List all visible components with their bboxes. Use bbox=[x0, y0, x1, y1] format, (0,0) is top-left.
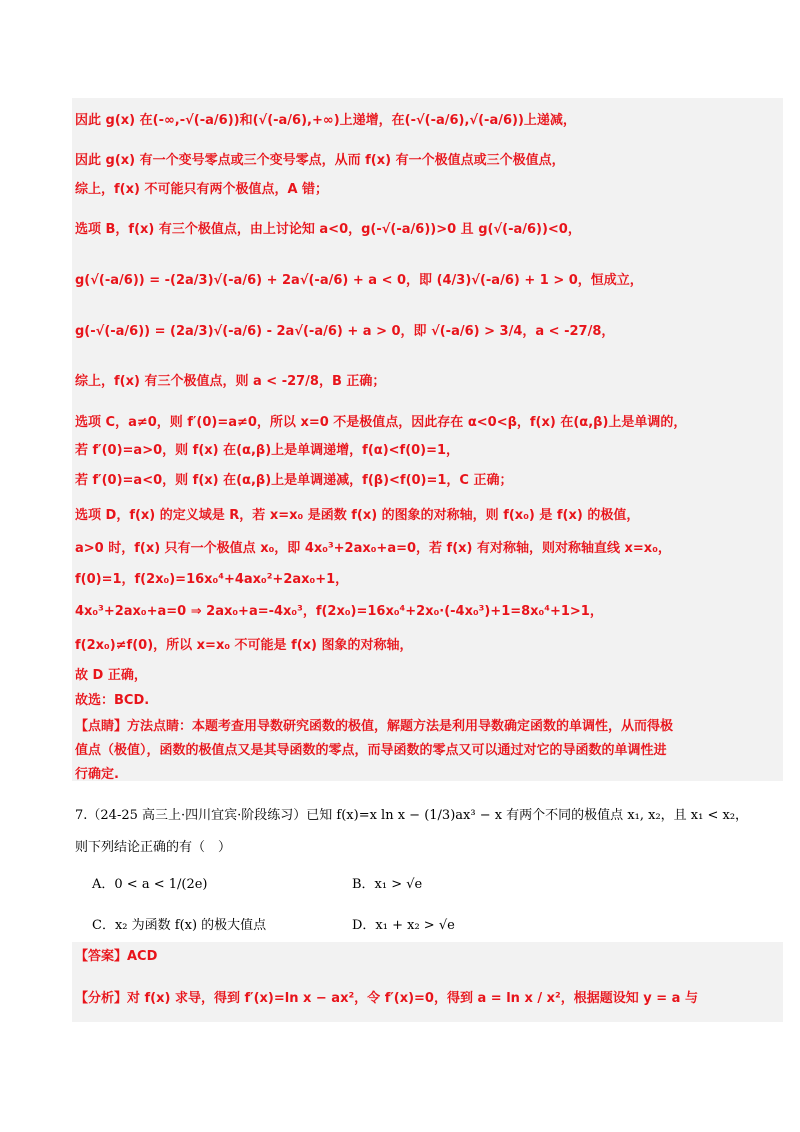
solution-line-12: a>0 时，f(x) 只有一个极值点 x₀，即 4x₀³+2ax₀+a=0，若 f(x) 有对称轴，则对称轴直线 x=x₀， bbox=[75, 541, 671, 556]
solution-line-15: f(2x₀)≠f(0)，所以 x=x₀ 不可能是 f(x) 图象的对称轴， bbox=[75, 638, 413, 653]
question-stem-2: 则下列结论正确的有（ ） bbox=[75, 840, 232, 855]
solution-line-7: 综上，f(x) 有三个极值点，则 a < -27/8，B 正确； bbox=[75, 374, 386, 389]
option-c: C．x₂ 为函数 f(x) 的极大值点 bbox=[92, 918, 267, 933]
key-point-line-1: 【点睛】方法点睛：本题考查用导数研究函数的极值，解题方法是利用导数确定函数的单调性，从而得极 bbox=[75, 719, 674, 734]
solution-line-2: 因此 g(x) 有一个变号零点或三个变号零点，从而 f(x) 有一个极值点或三个极值点， bbox=[75, 153, 565, 168]
analysis-line: 【分析】对 f(x) 求导，得到 f′(x)=ln x − ax²，令 f′(x)=0，得到 a = ln x / x²，根据题设知 y = a 与 bbox=[75, 991, 698, 1006]
key-point-line-3: 行确定. bbox=[75, 767, 119, 782]
key-point-line-2: 值点（极值），函数的极值点又是其导函数的零点，而导函数的零点又可以通过对它的导函数的单调性进 bbox=[75, 743, 667, 758]
solution-line-6: g(-√(-a/6)) = (2a/3)√(-a/6) - 2a√(-a/6) + a > 0，即 √(-a/6) > 3/4，a < -27/8， bbox=[75, 324, 615, 339]
solution-line-9: 若 f′(0)=a>0，则 f(x) 在(α,β)上是单调递增，f(α)<f(0)=1， bbox=[75, 443, 460, 458]
solution-line-14: 4x₀³+2ax₀+a=0 ⇒ 2ax₀+a=-4x₀³，f(2x₀)=16x₀⁴+2x₀·(-4x₀³)+1=8x₀⁴+1>1， bbox=[75, 604, 603, 619]
solution-line-1: 因此 g(x) 在(-∞,-√(-a/6))和(√(-a/6),+∞)上递增，在(-√(-a/6),√(-a/6))上递减， bbox=[75, 113, 576, 128]
option-b: B．x₁ > √e bbox=[352, 877, 423, 892]
solution-line-13: f(0)=1，f(2x₀)=16x₀⁴+4ax₀²+2ax₀+1， bbox=[75, 572, 349, 587]
solution-line-11: 选项 D，f(x) 的定义域是 R，若 x=x₀ 是函数 f(x) 的图象的对称轴，则 f(x₀) 是 f(x) 的极值， bbox=[75, 508, 640, 523]
option-a: A．0 < a < 1/(2e) bbox=[92, 877, 208, 892]
solution-line-5: g(√(-a/6)) = -(2a/3)√(-a/6) + 2a√(-a/6) + a < 0，即 (4/3)√(-a/6) + 1 > 0，恒成立， bbox=[75, 273, 643, 288]
solution-line-16: 故 D 正确， bbox=[75, 668, 147, 683]
solution-line-17: 故选：BCD. bbox=[75, 693, 150, 708]
solution-line-4: 选项 B，f(x) 有三个极值点，由上讨论知 a<0，g(-√(-a/6))>0 且 g(√(-a/6))<0， bbox=[75, 222, 581, 237]
question-stem: 7.（24-25 高三上·四川宜宾·阶段练习）已知 f(x)=x ln x − (1/3)ax³ − x 有两个不同的极值点 x₁, x₂，且 x₁ < x₂， bbox=[75, 808, 749, 823]
solution-line-10: 若 f′(0)=a<0，则 f(x) 在(α,β)上是单调递减，f(β)<f(0)=1，C 正确； bbox=[75, 473, 513, 488]
solution-line-3: 综上，f(x) 不可能只有两个极值点，A 错； bbox=[75, 182, 329, 197]
answer-label: 【答案】ACD bbox=[75, 949, 158, 964]
solution-line-8: 选项 C，a≠0，则 f′(0)=a≠0，所以 x=0 不是极值点，因此存在 α<0<β，f(x) 在(α,β)上是单调的， bbox=[75, 415, 687, 430]
option-d: D．x₁ + x₂ > √e bbox=[352, 918, 455, 933]
